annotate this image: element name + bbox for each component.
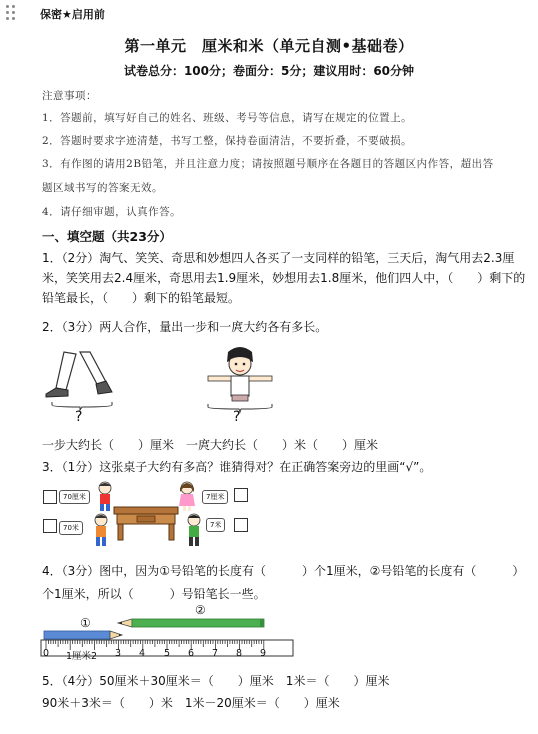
note-item: 2．答题时要求字迹清楚，书写工整，保持卷面清洁，不要折叠，不要破损。 (42, 135, 413, 147)
ruler-tick-label: 9 (260, 648, 267, 659)
notes-heading: 注意事项： (42, 90, 97, 102)
speech-bubble: 70厘米 (59, 490, 90, 504)
drag-handle-icon[interactable] (6, 5, 16, 21)
question-mark: ? (75, 409, 83, 425)
speech-bubble: 7厘米 (202, 490, 228, 504)
question-line: 个1厘米，所以（ ）号铅笔长一些。 (42, 587, 266, 601)
desk-figure (113, 505, 179, 541)
pencil-1-label: ① (80, 616, 91, 630)
ruler-tick-label: 7 (212, 648, 219, 659)
page-title: 第一单元 厘米和米（单元自测•基础卷） (124, 37, 414, 55)
answer-checkbox-7cm[interactable] (234, 488, 248, 502)
note-item: 3．有作图的请用2B铅笔，并且注意力度；请按照题号顺序在各题目的答题区内作答，超出答 (42, 158, 494, 170)
secret-label: 保密★启用前 (40, 8, 105, 21)
question-2-text: 2．（3分）两人合作，量出一步和一庹大约各有多长。 (42, 320, 328, 334)
section-title: 一、填空题（共23分） (42, 229, 172, 244)
person-arms-figure (205, 342, 275, 414)
exam-info: 试卷总分：100分；卷面分：5分；建议用时：60分钟 (123, 64, 415, 78)
ruler-tick-label: 5 (164, 648, 171, 659)
pencil-2-label: ② (195, 603, 206, 617)
boy-figure (183, 512, 205, 548)
question-line: 4．（3分）图中，因为①号铅笔的长度有（ ）个1厘米，②号铅笔的长度有（ ） (42, 564, 525, 578)
girl-figure (176, 480, 198, 512)
speech-bubble: 7米 (206, 518, 225, 532)
question-4 (42, 561, 530, 604)
answer-checkbox-70cm[interactable] (43, 490, 57, 504)
question-3-text: 3．（1分）这张桌子大约有多高？谁猜得对？在正确答案旁边的里画“√”。 (42, 460, 432, 474)
boy-figure (90, 512, 112, 548)
question-line: 90米＋3米＝（ ）米 1米－20厘米＝（ ）厘米 (42, 696, 340, 710)
ruler-tick-label: 6 (188, 648, 195, 659)
ruler-tick-label: 4 (139, 648, 146, 659)
ruler-tick-label: 3 (115, 648, 122, 659)
question-line: 5．（4分）50厘米＋30厘米＝（ ）厘米 1米＝（ ）厘米 (42, 674, 390, 688)
question-line: 铅笔最长，（ ）剩下的铅笔最短。 (42, 291, 241, 305)
question-5 (42, 671, 530, 713)
question-2-answer: 一步大约长（ ）厘米 一庹大约长（ ）米（ ）厘米 (42, 438, 379, 452)
note-item: 题区域书写的答案无效。 (42, 182, 163, 194)
note-item: 1．答题前，填写好自己的姓名、班级、考号等信息，请写在规定的位置上。 (42, 112, 413, 124)
note-item: 4．请仔细审题，认真作答。 (42, 206, 182, 218)
question-line: 米，笑笑用去2.4厘米，奇思用去1.9厘米，妙想用去1.8厘米，他们四人中，（ ）剩下的 (42, 271, 526, 285)
question-1 (42, 248, 530, 308)
ruler-tick-label: 0 (43, 648, 50, 659)
ruler-tick-label: 8 (236, 648, 243, 659)
speech-bubble: 70米 (59, 521, 83, 535)
answer-checkbox-70m[interactable] (43, 519, 57, 533)
question-line: 1．（2分）淘气、笑笑、奇思和妙想四人各买了一支同样的铅笔，三天后，淘气用去2.3厘 (42, 251, 515, 265)
question-mark: ? (233, 409, 241, 425)
answer-checkbox-7m[interactable] (234, 518, 248, 532)
ruler-tick-label: 1厘米2 (66, 651, 98, 662)
